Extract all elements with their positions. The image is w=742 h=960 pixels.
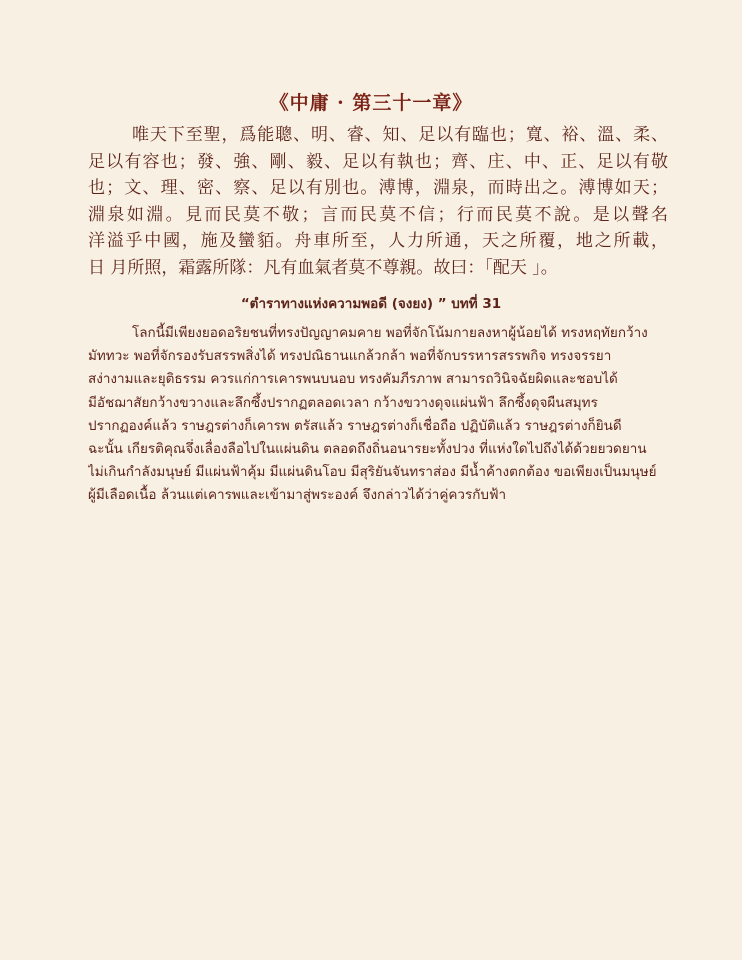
chinese-line: 足以有容也；發、強、剛、毅、足以有執也；齊、庄、中、正、足以有敬 bbox=[88, 151, 668, 172]
chinese-line: 洋溢乎中國，施及蠻貊。舟車所至，人力所通，天之所覆，地之所載， bbox=[88, 231, 668, 251]
thai-line: ผู้มีเลือดเนื้อ ล้วนแต่เคารพและเข้ามาสู่พระองค์ จึงกล่าวได้ว่าคู่ควรกับฟ้า bbox=[88, 487, 507, 504]
thai-line: สง่างามและยุติธรรม ควรแก่การเคารพนบนอบ ทรงคัมภีรภาพ สามารถวินิจฉัยผิดและชอบได้ bbox=[88, 371, 618, 388]
chinese-line: 日 月所照，霜露所隊：凡有血氣者莫不尊親。故曰：「配天 」。 bbox=[88, 257, 558, 278]
thai-title: “ตำราทางแห่งความพอดี (จงยง) ” บทที่ 31 bbox=[240, 296, 502, 312]
thai-line: มีอัชฌาสัยกว้างขวางและลึกซึ้งปรากฏตลอดเวลา กว้างขวางดุจแผ่นฟ้า ลึกซึ้งดุจผืนสมุทร bbox=[88, 394, 598, 411]
thai-line: ไม่เกินกำลังมนุษย์ มีแผ่นฟ้าคุ้ม มีแผ่นดินโอบ มีสุริยันจันทราส่อง มีน้ำค้างตกต้อง ขอเพียงเป็นมนุษย์ bbox=[88, 464, 657, 481]
chinese-line: 唯天下至聖，爲能聰、明、睿、知、足以有臨也；寬、裕、溫、柔、 bbox=[132, 125, 668, 145]
thai-line: ปรากฏองค์แล้ว ราษฎรต่างก็เคารพ ตรัสแล้ว ราษฎรต่างก็เชื่อถือ ปฏิบัติแล้ว ราษฎรต่างก็ยินดี bbox=[88, 417, 622, 434]
chinese-line: 也；文、理、密、察、足以有別也。溥博，淵泉，而時出之。溥博如天； bbox=[88, 178, 668, 198]
thai-line: ฉะนั้น เกียรติคุณจึ่งเลื่องลือไปในแผ่นดิน ตลอดถึงถิ่นอนารยะทั้งปวง ที่แห่งใดไปถึงได้ด้วยยวดยาน bbox=[88, 441, 647, 458]
thai-passage bbox=[88, 322, 668, 508]
chinese-passage bbox=[88, 122, 668, 281]
thai-line: มัททวะ พอที่จักรองรับสรรพสิ่งได้ ทรงปณิธานแกล้วกล้า พอที่จักบรรหารสรรพกิจ ทรงจรรยา bbox=[88, 348, 612, 365]
thai-line: โลกนี้มีเพียงยอดอริยชนที่ทรงปัญญาคมคาย พอที่จักโน้มกายลงหาผู้น้อยได้ ทรงหฤทัยกว้าง bbox=[132, 325, 648, 341]
chinese-line: 淵泉如淵。見而民莫不敬；言而民莫不信；行而民莫不說。是以聲名 bbox=[88, 204, 668, 225]
chinese-title: 《中庸 · 第三十一章》 bbox=[269, 92, 473, 114]
